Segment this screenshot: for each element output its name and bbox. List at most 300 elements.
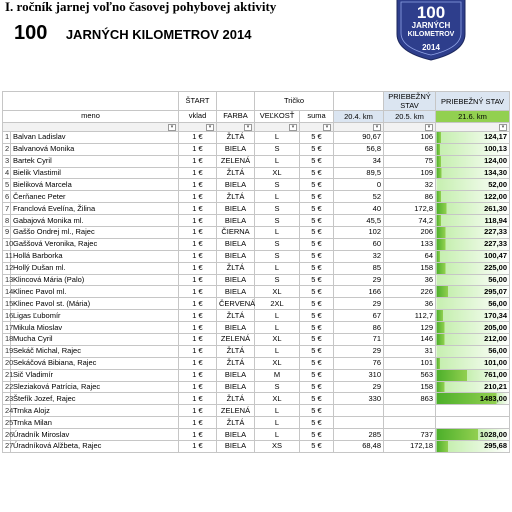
shirt-size: XL (255, 167, 300, 179)
row-number: 13 (3, 274, 11, 286)
table-row (3, 429, 510, 441)
amount: 5 € (300, 393, 334, 405)
stav-20-4: 29 (334, 274, 384, 286)
shirt-color: ŽLTÁ (217, 310, 255, 322)
table-row (3, 227, 510, 239)
stav-20-4: 52 (334, 191, 384, 203)
entry-fee: 1 € (179, 262, 217, 274)
row-number: 23 (3, 393, 11, 405)
row-number: 14 (3, 286, 11, 298)
amount: 5 € (300, 262, 334, 274)
title-number: 100 (14, 22, 48, 44)
stav-20-4: 89,5 (334, 167, 384, 179)
row-number: 9 (3, 227, 11, 239)
stav-20-4: 0 (334, 179, 384, 191)
participant-name: Čerňanec Peter (11, 191, 179, 203)
shirt-size: S (255, 250, 300, 262)
amount: 5 € (300, 357, 334, 369)
col-velkost: VEĽKOSŤ (255, 111, 300, 123)
shirt-color: BIELA (217, 143, 255, 155)
table-row (3, 357, 510, 369)
stav-20-4: 86 (334, 322, 384, 334)
amount: 5 € (300, 227, 334, 239)
row-number: 26 (3, 429, 11, 441)
stav-20-5: 101 (384, 357, 436, 369)
shirt-size: L (255, 191, 300, 203)
table-row (3, 250, 510, 262)
stav-20-5: 129 (384, 322, 436, 334)
shirt-color: ŽLTÁ (217, 167, 255, 179)
stav-21-6 (436, 417, 510, 429)
entry-fee: 1 € (179, 381, 217, 393)
stav-20-5: 172,8 (384, 203, 436, 215)
shirt-color: ČERVENÁ (217, 298, 255, 310)
table-row (3, 167, 510, 179)
shirt-size: L (255, 405, 300, 417)
filter-dropdown-icon[interactable]: ▾ (206, 124, 214, 131)
amount: 5 € (300, 405, 334, 417)
table-row (3, 191, 510, 203)
row-number: 3 (3, 155, 11, 167)
stav-21-6: 205,00 (436, 322, 510, 334)
participants-table (2, 91, 510, 453)
participant-name: Mikula Mioslav (11, 322, 179, 334)
table-row (3, 381, 510, 393)
title-text: JARNÝCH KILOMETROV 2014 (65, 27, 252, 42)
stav-21-6: 170,34 (436, 310, 510, 322)
stav-21-6: 56,00 (436, 274, 510, 286)
shirt-size: 2XL (255, 298, 300, 310)
participant-name: Franclová Evelína, Žilina (11, 203, 179, 215)
table-row (3, 286, 510, 298)
row-number: 21 (3, 369, 11, 381)
stav-21-6: 761,00 (436, 369, 510, 381)
row-number: 18 (3, 334, 11, 346)
amount: 5 € (300, 429, 334, 441)
entry-fee: 1 € (179, 227, 217, 239)
stav-20-4: 102 (334, 227, 384, 239)
entry-fee: 1 € (179, 429, 217, 441)
shirt-color: ZELENÁ (217, 334, 255, 346)
shirt-color: ŽLTÁ (217, 262, 255, 274)
stav-20-4: 76 (334, 357, 384, 369)
table-row (3, 393, 510, 405)
participant-name: Sekáč Michal, Rajec (11, 345, 179, 357)
table-row (3, 155, 510, 167)
shirt-size: XL (255, 393, 300, 405)
shirt-size: M (255, 369, 300, 381)
table-row (3, 405, 510, 417)
amount: 5 € (300, 250, 334, 262)
participant-name: Klincová Mária (Palo) (11, 274, 179, 286)
col-suma: suma (300, 111, 334, 123)
table-row (3, 441, 510, 453)
shirt-color: ŽLTÁ (217, 345, 255, 357)
table-row (3, 215, 510, 227)
shirt-color: ZELENÁ (217, 155, 255, 167)
stav-20-5: 737 (384, 429, 436, 441)
stav-20-5: 31 (384, 345, 436, 357)
shirt-size: L (255, 429, 300, 441)
stav-21-6: 227,33 (436, 227, 510, 239)
stav-20-5: 146 (384, 334, 436, 346)
table-row (3, 238, 510, 250)
participant-name: Bielik Vlastimil (11, 167, 179, 179)
stav-21-6: 295,07 (436, 286, 510, 298)
entry-fee: 1 € (179, 250, 217, 262)
table-row (3, 369, 510, 381)
shirt-size: S (255, 274, 300, 286)
shirt-color: BIELA (217, 250, 255, 262)
row-number: 2 (3, 143, 11, 155)
entry-fee: 1 € (179, 179, 217, 191)
stav-21-6: 56,00 (436, 345, 510, 357)
shirt-size: L (255, 131, 300, 143)
amount: 5 € (300, 310, 334, 322)
stav-20-5: 226 (384, 286, 436, 298)
participant-name: Štefík Jozef, Rajec (11, 393, 179, 405)
row-number: 12 (3, 262, 11, 274)
shirt-size: XL (255, 357, 300, 369)
shirt-color: BIELA (217, 274, 255, 286)
table-row (3, 322, 510, 334)
stav-20-5: 109 (384, 167, 436, 179)
stav-20-5: 68 (384, 143, 436, 155)
stav-20-5: 158 (384, 262, 436, 274)
stav-20-4: 60 (334, 238, 384, 250)
filter-dropdown-icon[interactable]: ▾ (323, 124, 331, 131)
stav-20-5: 106 (384, 131, 436, 143)
row-number: 19 (3, 345, 11, 357)
participant-name: Gaššo Ondrej ml., Rajec (11, 227, 179, 239)
stav-20-4: 45,5 (334, 215, 384, 227)
stav-21-6: 225,00 (436, 262, 510, 274)
col-start: ŠTART (179, 92, 217, 111)
stav-21-6: 295,68 (436, 441, 510, 453)
entry-fee: 1 € (179, 298, 217, 310)
shirt-color: BIELA (217, 429, 255, 441)
filter-row (3, 122, 510, 131)
row-number: 24 (3, 405, 11, 417)
stav-20-4: 68,48 (334, 441, 384, 453)
stav-21-6 (436, 405, 510, 417)
logo-line2: KILOMETROV (407, 31, 455, 38)
table-row (3, 298, 510, 310)
shirt-size: S (255, 381, 300, 393)
event-logo-shield (393, 0, 469, 62)
shirt-color: BIELA (217, 369, 255, 381)
participant-name: Bartek Cyril (11, 155, 179, 167)
amount: 5 € (300, 131, 334, 143)
participant-name: Sič Vladimír (11, 369, 179, 381)
stav-20-4: 40 (334, 203, 384, 215)
stav-21-6: 118,94 (436, 215, 510, 227)
entry-fee: 1 € (179, 238, 217, 250)
entry-fee: 1 € (179, 191, 217, 203)
logo-year: 2014 (422, 43, 440, 52)
shirt-color: ČIERNA (217, 227, 255, 239)
entry-fee: 1 € (179, 417, 217, 429)
stav-21-6: 1483,00 (436, 393, 510, 405)
table-row (3, 131, 510, 143)
shirt-size: XS (255, 441, 300, 453)
stav-21-6: 56,00 (436, 298, 510, 310)
stav-20-5: 172,18 (384, 441, 436, 453)
filter-dropdown-icon[interactable]: ▾ (425, 124, 433, 131)
stav-20-4: 32 (334, 250, 384, 262)
stav-20-5: 74,2 (384, 215, 436, 227)
participant-name: Ligas Ľubomír (11, 310, 179, 322)
shirt-size: S (255, 179, 300, 191)
table-row (3, 334, 510, 346)
amount: 5 € (300, 143, 334, 155)
col-vklad: vklad (179, 111, 217, 123)
amount: 5 € (300, 179, 334, 191)
stav-20-5: 206 (384, 227, 436, 239)
page-title-line2 (14, 22, 251, 45)
amount: 5 € (300, 167, 334, 179)
amount: 5 € (300, 381, 334, 393)
entry-fee: 1 € (179, 155, 217, 167)
filter-dropdown-icon[interactable]: ▾ (168, 124, 176, 131)
participant-name: Úradník Miroslav (11, 429, 179, 441)
participant-name: Bieliková Marcela (11, 179, 179, 191)
stav-20-5: 158 (384, 381, 436, 393)
filter-dropdown-icon[interactable]: ▾ (289, 124, 297, 131)
stav-20-5: 86 (384, 191, 436, 203)
shirt-color: BIELA (217, 322, 255, 334)
row-number: 27 (3, 441, 11, 453)
col-stav1: PRIEBEŽNÝ STAV (384, 92, 436, 111)
entry-fee: 1 € (179, 441, 217, 453)
header-row-2 (3, 111, 510, 123)
filter-dropdown-icon[interactable]: ▾ (373, 124, 381, 131)
stav-20-5: 75 (384, 155, 436, 167)
entry-fee: 1 € (179, 322, 217, 334)
stav-21-6: 100,47 (436, 250, 510, 262)
row-number: 4 (3, 167, 11, 179)
amount: 5 € (300, 369, 334, 381)
amount: 5 € (300, 215, 334, 227)
entry-fee: 1 € (179, 310, 217, 322)
col-tricko: Tričko (255, 92, 334, 111)
stav-20-4: 166 (334, 286, 384, 298)
stav-20-5: 133 (384, 238, 436, 250)
shirt-size: L (255, 345, 300, 357)
entry-fee: 1 € (179, 167, 217, 179)
shirt-color: BIELA (217, 441, 255, 453)
stav-20-4: 310 (334, 369, 384, 381)
stav-21-6: 124,17 (436, 131, 510, 143)
entry-fee: 1 € (179, 143, 217, 155)
row-number: 22 (3, 381, 11, 393)
entry-fee: 1 € (179, 203, 217, 215)
table-row (3, 274, 510, 286)
stav-20-4: 29 (334, 345, 384, 357)
shirt-size: L (255, 155, 300, 167)
page-title-line1: I. ročník jarnej voľno časovej pohybovej aktivity (5, 0, 277, 14)
col-date1: 20.4. km (334, 111, 384, 123)
shirt-color: ŽLTÁ (217, 357, 255, 369)
stav-20-4: 67 (334, 310, 384, 322)
table-row (3, 417, 510, 429)
amount: 5 € (300, 238, 334, 250)
stav-21-6: 52,00 (436, 179, 510, 191)
stav-20-4: 29 (334, 381, 384, 393)
amount: 5 € (300, 191, 334, 203)
amount: 5 € (300, 441, 334, 453)
shirt-color: ŽLTÁ (217, 393, 255, 405)
shirt-size: S (255, 215, 300, 227)
stav-21-6: 134,30 (436, 167, 510, 179)
row-number: 6 (3, 191, 11, 203)
shirt-color: BIELA (217, 381, 255, 393)
stav-20-4: 29 (334, 298, 384, 310)
shirt-size: L (255, 310, 300, 322)
amount: 5 € (300, 345, 334, 357)
filter-dropdown-icon[interactable]: ▾ (244, 124, 252, 131)
row-number: 1 (3, 131, 11, 143)
col-stav2: PRIEBEŽNÝ STAV (436, 92, 510, 111)
table-row (3, 310, 510, 322)
shirt-size: XL (255, 334, 300, 346)
shirt-size: L (255, 262, 300, 274)
entry-fee: 1 € (179, 131, 217, 143)
col-meno: meno (3, 111, 179, 123)
stav-20-5: 64 (384, 250, 436, 262)
shirt-size: XL (255, 286, 300, 298)
participant-name: Klinec Pavol ml. (11, 286, 179, 298)
row-number: 16 (3, 310, 11, 322)
stav-21-6: 212,00 (436, 334, 510, 346)
entry-fee: 1 € (179, 334, 217, 346)
amount: 5 € (300, 155, 334, 167)
table-row (3, 345, 510, 357)
row-number: 8 (3, 215, 11, 227)
participant-name: Sleziaková Patrícia, Rajec (11, 381, 179, 393)
shirt-size: S (255, 203, 300, 215)
shirt-size: S (255, 143, 300, 155)
stav-20-4 (334, 405, 384, 417)
shirt-color: BIELA (217, 238, 255, 250)
shirt-color: ŽLTÁ (217, 417, 255, 429)
participant-name: Mucha Cyril (11, 334, 179, 346)
table-row (3, 262, 510, 274)
stav-20-5 (384, 417, 436, 429)
header-row-1 (3, 92, 510, 111)
shirt-color: BIELA (217, 215, 255, 227)
row-number: 25 (3, 417, 11, 429)
participant-name: Balvanová Monika (11, 143, 179, 155)
stav-21-6: 101,00 (436, 357, 510, 369)
shirt-color: BIELA (217, 179, 255, 191)
stav-20-5 (384, 405, 436, 417)
row-number: 20 (3, 357, 11, 369)
participant-name: Úradníková Alžbeta, Rajec (11, 441, 179, 453)
stav-20-5: 36 (384, 274, 436, 286)
row-number: 10 (3, 238, 11, 250)
col-date3: 21.6. km (436, 111, 510, 123)
amount: 5 € (300, 322, 334, 334)
entry-fee: 1 € (179, 345, 217, 357)
col-farba: FARBA (217, 111, 255, 123)
row-number: 11 (3, 250, 11, 262)
shirt-size: L (255, 322, 300, 334)
row-number: 5 (3, 179, 11, 191)
row-number: 7 (3, 203, 11, 215)
stav-20-5: 112,7 (384, 310, 436, 322)
stav-21-6: 124,00 (436, 155, 510, 167)
shirt-color: BIELA (217, 203, 255, 215)
stav-21-6: 100,13 (436, 143, 510, 155)
stav-21-6: 227,33 (436, 238, 510, 250)
participant-name: Balvan Ladislav (11, 131, 179, 143)
stav-21-6: 1028,00 (436, 429, 510, 441)
stav-20-4: 85 (334, 262, 384, 274)
stav-20-5: 36 (384, 298, 436, 310)
participant-name: Hollý Dušan ml. (11, 262, 179, 274)
stav-20-4: 71 (334, 334, 384, 346)
amount: 5 € (300, 203, 334, 215)
stav-21-6: 261,30 (436, 203, 510, 215)
participant-name: Sekáčová Bibiana, Rajec (11, 357, 179, 369)
stav-20-5: 32 (384, 179, 436, 191)
stav-20-4: 56,8 (334, 143, 384, 155)
stav-20-4: 330 (334, 393, 384, 405)
shirt-color: BIELA (217, 286, 255, 298)
amount: 5 € (300, 274, 334, 286)
participant-name: Trnka Alojz (11, 405, 179, 417)
shirt-color: ŽLTÁ (217, 131, 255, 143)
shirt-size: L (255, 417, 300, 429)
col-date2: 20.5. km (384, 111, 436, 123)
participant-name: Gabajová Monika ml. (11, 215, 179, 227)
logo-line1: JARNÝCH (411, 21, 451, 30)
row-number: 15 (3, 298, 11, 310)
table-row (3, 203, 510, 215)
amount: 5 € (300, 334, 334, 346)
logo-number: 100 (416, 3, 446, 22)
entry-fee: 1 € (179, 274, 217, 286)
entry-fee: 1 € (179, 215, 217, 227)
shirt-color: ZELENÁ (217, 405, 255, 417)
filter-dropdown-icon[interactable]: ▾ (499, 124, 507, 131)
participant-name: Hollá Barborka (11, 250, 179, 262)
stav-20-4: 34 (334, 155, 384, 167)
stav-20-4 (334, 417, 384, 429)
stav-21-6: 122,00 (436, 191, 510, 203)
table-row (3, 179, 510, 191)
table-row (3, 143, 510, 155)
amount: 5 € (300, 298, 334, 310)
stav-20-4: 90,67 (334, 131, 384, 143)
amount: 5 € (300, 417, 334, 429)
participant-name: Klinec Pavol st. (Mária) (11, 298, 179, 310)
shirt-size: L (255, 227, 300, 239)
entry-fee: 1 € (179, 357, 217, 369)
shirt-size: S (255, 238, 300, 250)
amount: 5 € (300, 286, 334, 298)
stav-20-4: 285 (334, 429, 384, 441)
stav-20-5: 863 (384, 393, 436, 405)
stav-20-5: 563 (384, 369, 436, 381)
entry-fee: 1 € (179, 369, 217, 381)
entry-fee: 1 € (179, 405, 217, 417)
participant-name: Gaššová Veronika, Rajec (11, 238, 179, 250)
participant-name: Trnka Milan (11, 417, 179, 429)
row-number: 17 (3, 322, 11, 334)
shirt-color: ŽLTÁ (217, 191, 255, 203)
